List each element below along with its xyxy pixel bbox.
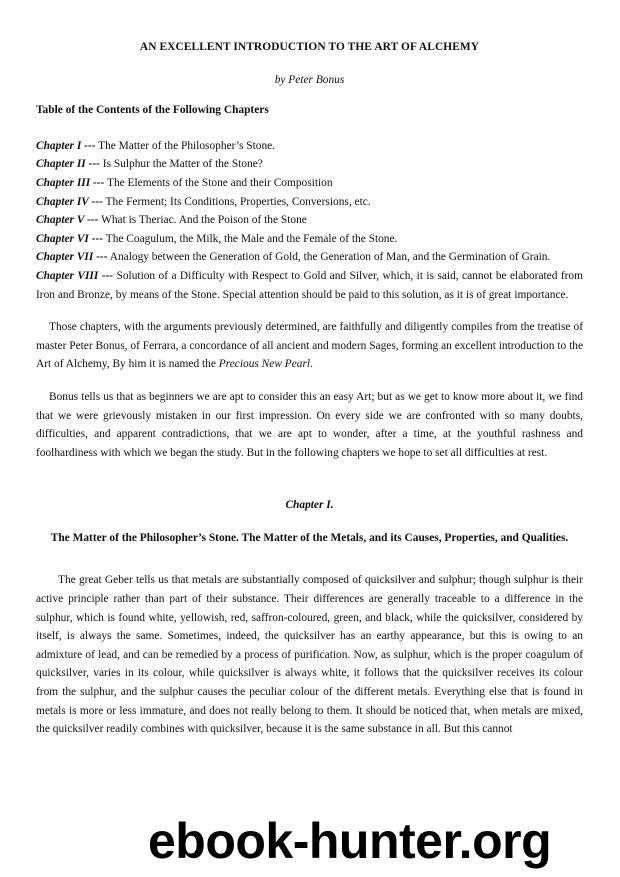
- toc-chapter-label: Chapter VI ---: [36, 232, 104, 245]
- chapter-title: The Matter of the Philosopher’s Stone. The Matter of the Metals, and its Causes, Properties, and Qualities.: [50, 531, 569, 544]
- toc-entry: [36, 248, 583, 267]
- watermark-logo: ebook-hunter.org: [148, 813, 552, 869]
- toc-chapter-text: Analogy between the Generation of Gold, the Generation of Man, and the Germination of Grain.: [107, 251, 551, 264]
- toc-chapter-label: Chapter V ---: [36, 214, 99, 227]
- toc-chapter-label: Chapter IV ---: [36, 195, 103, 208]
- toc-chapter-text: The Matter of the Philosopher’s Stone.: [95, 139, 276, 152]
- toc-chapter-label: Chapter VII ---: [36, 251, 108, 264]
- toc-chapter-label: Chapter VIII ---: [36, 269, 114, 282]
- toc-heading: Table of the Contents of the Following Chapters: [36, 104, 269, 117]
- toc-chapter-text: Solution of a Difficulty with Respect to Gold and Silver, which, it is said, cannot be elaborated from Iron and Bronze, by means of the Stone. Special attention should be paid to this solution, as it is of great importance.: [36, 269, 583, 301]
- toc-entry: [36, 267, 583, 304]
- toc-entry: [36, 230, 583, 249]
- toc-chapter-text: Is Sulphur the Matter of the Stone?: [99, 158, 263, 171]
- toc-entry: [36, 137, 583, 156]
- author-byline: by Peter Bonus: [274, 73, 345, 86]
- book-title-emphasis: Precious New Pearl: [218, 358, 311, 371]
- toc-chapter-text: The Ferment; Its Conditions, Properties, Conversions, etc.: [102, 195, 371, 208]
- table-of-contents: [36, 137, 583, 304]
- toc-entry: [36, 211, 583, 230]
- intro-text: Those chapters, with the arguments previously determined, are faithfully and diligently compiles from the treatise of master Peter Bonus, of Ferrara, a concordance of all ancient and modern Sages, forming an excellent introduction to the Art of Alchemy, By him it is named the: [36, 321, 583, 371]
- document-page: [36, 38, 583, 753]
- toc-chapter-label: Chapter I ---: [36, 139, 96, 152]
- toc-entry: [36, 174, 583, 193]
- intro-paragraph: [36, 318, 583, 374]
- intro-text-end: .: [310, 358, 313, 371]
- toc-chapter-label: Chapter III ---: [36, 176, 105, 189]
- body-paragraph: Bonus tells us that as beginners we are apt to consider this an easy Art; but as we get to know more about it, we find that we were grievously mistaken in our first impression. On every side we are confronted with so many doubts, difficulties, and apparent contradictions, that we are apt to wonder, after a time, at the youthful rashness and foolhardiness with which we began the study. But in the following chapters we hope to set all difficulties at rest.: [36, 390, 583, 459]
- document-title: AN EXCELLENT INTRODUCTION TO THE ART OF ALCHEMY: [139, 41, 480, 53]
- toc-chapter-label: Chapter II ---: [36, 158, 100, 171]
- toc-chapter-text: What is Theriac. And the Poison of the Stone: [98, 214, 307, 227]
- toc-chapter-text: The Coagulum, the Milk, the Male and the Female of the Stone.: [103, 232, 398, 245]
- toc-entry: [36, 193, 583, 212]
- chapter-paragraph: The great Geber tells us that metals are substantially composed of quicksilver and sulphur; though sulphur is their active principle rather than part of their substance. Their differences are generally traceable to a difference in the sulphur, which is found white, yellowish, red, saffron-coloured, green, and black, while the quicksilver, considered by itself, is always the same. Sometimes, indeed, the quicksilver has an earthy appearance, but this is owing to an admixture of lead, and can be remedied by a process of purification. Now, as sulphur, which is the proper coagulum of quicksilver, varies in its colour, while quicksilver is always white, it follows that the quicksilver receives its colour from the sulphur, and the sulphur causes the peculiar colour of the different metals. Everything else that is found in metals is more or less immature, and does not really belong to them. It should be noticed that, when metals are mixed, the quicksilver readily combines with quicksilver, because it is the same substance in all. But this cannot: [36, 574, 583, 736]
- chapter-label: Chapter I.: [285, 499, 334, 512]
- toc-entry: [36, 155, 583, 174]
- toc-chapter-text: The Elements of the Stone and their Composition: [104, 176, 333, 189]
